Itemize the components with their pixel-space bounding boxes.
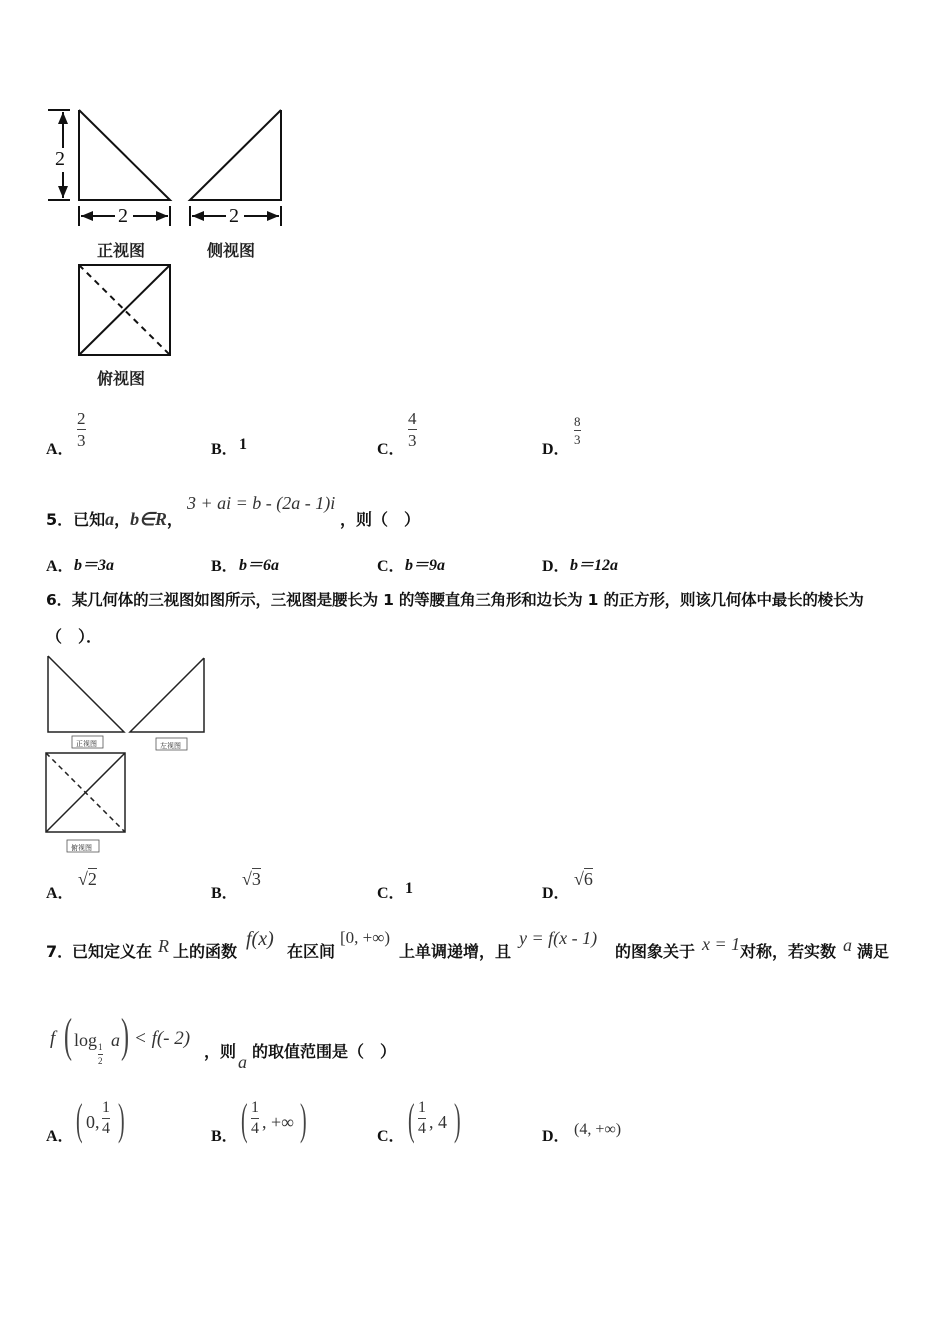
q7-ineq-log-base — [98, 1043, 103, 1066]
q7-option-b-numerator: 1 — [251, 1099, 259, 1116]
q5-in-r: ∈R — [139, 509, 167, 529]
q7-ineq-base-denominator: 2 — [98, 1056, 103, 1066]
q4-three-view-figure — [40, 100, 300, 370]
q6-three-view-figure — [44, 654, 214, 856]
q7-ineq-rhs: < f(- 2) — [134, 1028, 191, 1049]
q5-text-suffix: ，则（ ） — [340, 510, 421, 529]
q7-axis-of-symmetry: x = 1 — [702, 934, 741, 954]
q6-option-b-label: B． — [211, 885, 238, 902]
q6-option-d-sqrt-icon: √ — [574, 869, 584, 889]
q7-option-c-label: C． — [377, 1128, 405, 1145]
q4-front-width-label: 2 — [118, 205, 128, 227]
q7-text-9: 的取值范围是（ ） — [252, 1042, 397, 1061]
q4-side-width-label: 2 — [229, 205, 239, 227]
q6-option-b-value: √3 — [242, 869, 261, 889]
q5-question — [46, 507, 183, 530]
q7-ineq-arg: a — [111, 1030, 120, 1050]
q4-side-caption: 侧视图 — [207, 241, 256, 260]
q7-function-fx: f(x) — [246, 928, 274, 950]
q7-option-b-denominator: 4 — [251, 1120, 259, 1137]
q7-option-a-label: A． — [46, 1128, 74, 1145]
q7-option-a-denominator: 4 — [102, 1120, 110, 1137]
q5-option-b-value: b＝6a — [239, 557, 280, 574]
q4-option-d-label: D． — [542, 441, 570, 458]
q5-option-a-value: b＝3a — [74, 557, 115, 574]
q5-equation: 3 + ai = b - (2a - 1)i — [187, 493, 336, 513]
q7-number: 7． — [46, 942, 74, 961]
q6-option-d-value: √6 — [574, 869, 593, 889]
q7-option-b-left-paren: ( — [241, 1095, 248, 1144]
q7-option-c-left-paren: ( — [408, 1095, 415, 1144]
q4-option-c-label: C． — [377, 441, 405, 458]
q7-shifted-function: y = f(x - 1) — [519, 928, 598, 948]
q7-option-a-left: 0, — [86, 1112, 100, 1132]
q4-top-caption: 俯视图 — [97, 369, 146, 388]
q4-front-caption: 正视图 — [97, 241, 146, 260]
q7-interval: [0, +∞) — [340, 928, 391, 947]
q7-text-8: ，则 — [204, 1042, 237, 1061]
q7-option-a-left-paren: ( — [76, 1095, 83, 1144]
q6-option-b-sqrt-icon: √ — [242, 869, 252, 889]
q5-option-d-label: D． — [542, 558, 570, 575]
q6-top-caption: 俯视图 — [71, 844, 92, 852]
q7-text-3: 在区间 — [287, 942, 336, 961]
q4-option-a-label: A． — [46, 441, 74, 458]
q7-ineq-log: log — [74, 1030, 98, 1050]
q7-var-a-second: a — [238, 1052, 247, 1072]
q7-option-b-right: , +∞ — [262, 1112, 294, 1132]
q6-question-line2: （ ）． — [46, 627, 103, 646]
q6-side-caption: 左视图 — [160, 742, 181, 750]
q5-text-prefix: 已知 — [73, 510, 106, 529]
q7-text-2: 上的函数 — [173, 942, 238, 961]
q6-option-c-label: C． — [377, 885, 405, 902]
q5-var-a: a — [105, 509, 115, 529]
q5-option-d-value: b＝12a — [570, 557, 619, 574]
q4-option-d-numerator: 8 — [574, 414, 581, 429]
q5-comma: ， — [166, 510, 183, 529]
q5-var-b: b — [130, 509, 140, 529]
q4-option-b-value: 1 — [239, 436, 247, 453]
q7-option-a-fraction — [102, 1100, 110, 1137]
q7-option-a-numerator: 1 — [102, 1099, 110, 1116]
q5-option-c-label: C． — [377, 558, 405, 575]
q7-option-c-denominator: 4 — [418, 1120, 426, 1137]
q4-option-a-numerator: 2 — [77, 409, 86, 428]
q4-option-c-denominator: 3 — [408, 431, 417, 450]
q4-option-c-fraction — [408, 410, 417, 449]
q7-ineq-left-paren: ( — [63, 1009, 72, 1062]
q7-text-4: 上单调递增，且 — [399, 942, 512, 961]
q4-option-d-denominator: 3 — [574, 432, 581, 447]
q4-option-b-label: B． — [211, 441, 238, 458]
q4-option-a-denominator: 3 — [77, 431, 86, 450]
q6-option-a-sqrt-icon: √ — [78, 869, 88, 889]
q7-var-a: a — [843, 935, 852, 955]
q5-option-b-label: B． — [211, 558, 238, 575]
q7-ineq-f: f — [50, 1028, 56, 1049]
q7-ineq-base-numerator: 1 — [98, 1042, 103, 1052]
q7-option-c-right-paren: ) — [454, 1095, 461, 1144]
q7-text-5: 的图象关于 — [615, 942, 696, 961]
q7-option-c-fraction — [418, 1100, 426, 1137]
q4-option-d-fraction — [574, 415, 581, 446]
q7-option-d-value: (4, +∞) — [574, 1121, 622, 1138]
q6-front-caption: 正视图 — [76, 740, 97, 748]
q5-separator: ， — [114, 510, 131, 529]
q7-text-1: 已知定义在 — [72, 942, 153, 961]
q4-height-label: 2 — [55, 148, 65, 170]
q7-text-7: 满足 — [857, 942, 890, 961]
q7-set-r: R — [158, 936, 169, 956]
q5-number: 5． — [46, 510, 74, 529]
q7-option-b-right-paren: ) — [300, 1095, 307, 1144]
q7-option-c-right: , 4 — [429, 1112, 447, 1132]
q7-option-d-label: D． — [542, 1128, 570, 1145]
q7-ineq-right-paren: ) — [120, 1009, 129, 1062]
q6-question-line1: 6．某几何体的三视图如图所示，三视图是腰长为 1 的等腰直角三角形和边长为 1 的正方形，则该几何体中最长的棱长为 — [46, 591, 864, 609]
q7-option-c-numerator: 1 — [418, 1099, 426, 1116]
q4-option-a-fraction — [77, 410, 86, 449]
q7-text-6: 对称，若实数 — [740, 942, 837, 961]
q7-option-b-fraction — [251, 1100, 259, 1137]
q5-option-c-value: b＝9a — [405, 557, 446, 574]
q6-option-a-label: A． — [46, 885, 74, 902]
q6-option-c-value: 1 — [405, 880, 413, 897]
q5-option-a-label: A． — [46, 558, 74, 575]
q7-option-a-right-paren: ) — [118, 1095, 125, 1144]
q6-option-d-label: D． — [542, 885, 570, 902]
q4-option-c-numerator: 4 — [408, 409, 417, 428]
q7-option-b-label: B． — [211, 1128, 238, 1145]
q6-option-a-value: √2 — [78, 869, 97, 889]
